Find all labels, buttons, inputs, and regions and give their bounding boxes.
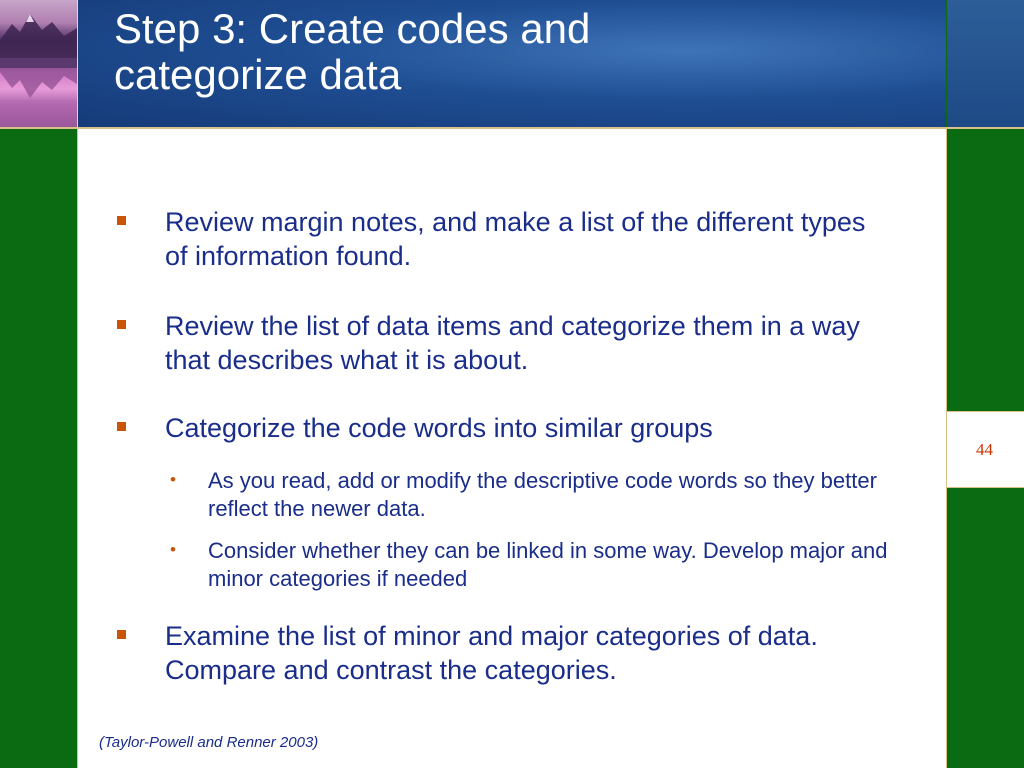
square-bullet-icon <box>117 320 126 329</box>
square-bullet-icon <box>117 422 126 431</box>
bullet-text: Review margin notes, and make a list of the different types of information found. <box>165 207 866 271</box>
citation-text: (Taylor-Powell and Renner 2003) <box>99 734 319 751</box>
bullet-text: Review the list of data items and categorize them in a way that describes what it is about. <box>165 311 860 375</box>
sub-bullet-text: Consider whether they can be linked in some way. Develop major and minor categories if needed <box>208 538 888 591</box>
mountain-lake-image <box>0 0 77 127</box>
left-side-bar <box>0 129 77 768</box>
slide-title: Step 3: Create codes and categorize data <box>114 5 591 98</box>
page-number-box <box>947 411 1024 488</box>
slide-content <box>77 129 947 768</box>
square-bullet-icon <box>117 216 126 225</box>
page-number: 44 <box>976 440 993 459</box>
dot-bullet-icon: • <box>170 540 176 559</box>
title-banner <box>78 0 946 127</box>
square-bullet-icon <box>117 630 126 639</box>
bullet-text: Examine the list of minor and major categories of data. Compare and contrast the categories. <box>165 621 818 685</box>
sub-bullet-text: As you read, add or modify the descriptive code words so they better reflect the newer data. <box>208 468 877 521</box>
landscape-thumbnail <box>0 0 78 127</box>
dot-bullet-icon: • <box>170 470 176 489</box>
title-banner-corner <box>947 0 1024 127</box>
bullet-text: Categorize the code words into similar groups <box>165 413 713 443</box>
